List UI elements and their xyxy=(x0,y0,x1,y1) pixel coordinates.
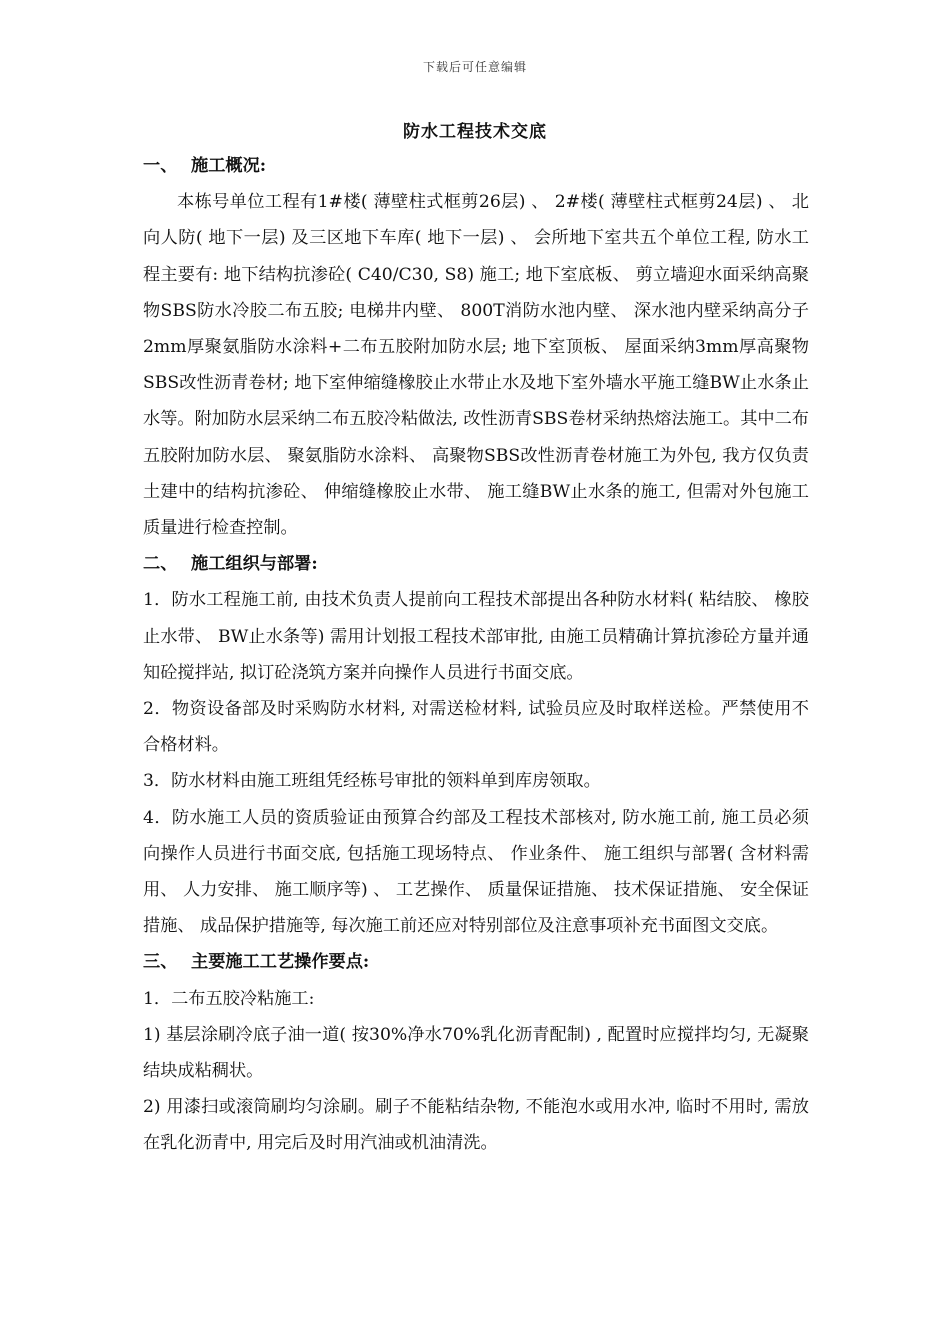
section-heading-organization xyxy=(143,546,809,582)
document-body xyxy=(143,148,809,1162)
header-note: 下载后可任意编辑 xyxy=(422,60,527,74)
section-heading-text: 主要施工工艺操作要点: xyxy=(191,952,370,973)
section-number: 二、 xyxy=(143,554,178,575)
paragraph: 1．二布五胶冷粘施工: xyxy=(143,988,315,1009)
section-heading-text: 施工组织与部署: xyxy=(191,554,318,575)
section-number: 三、 xyxy=(143,952,178,973)
paragraph: 本栋号单位工程有1#楼( 薄壁柱式框剪26层) 、 2#楼( 薄壁柱式框剪24层) 、 北向人防( 地下一层) 及三区地下车库( 地下一层) 、 会所地下室共五个单位工程, 防水工程主要有: 地下结构抗渗砼( C40/C30, S8) 施工; 地下室底板、 剪立墙迎水面采纳高聚物SBS防水冷胶二布五胶; 电梯井内壁、 800T消防水池内壁、 深水池内壁采纳高分子2mm厚聚氨脂防水涂料+二布五胶附加防水层; 地下室顶板、 屋面采纳3mm厚高聚物SBS改性沥青卷材; 地下室伸缩缝橡胶止水带止水及地下室外墙水平施工缝BW止水条止水等。附加防水层采纳二布五胶冷粘做法, 改性沥青SBS卷材采纳热熔法施工。其中二布五胶附加防水层、 聚氨脂防水涂料、 高聚物SBS改性沥青卷材施工为外包, 我方仅负责土建中的结构抗渗砼、 伸缩缝橡胶止水带、 施工缝BW止水条的施工, 但需对外包施工质量进行检查控制。 xyxy=(143,192,809,539)
paragraph: 2．物资设备部及时采购防水材料, 对需送检材料, 试验员应及时取样送检。严禁使用不合格材料。 xyxy=(143,699,809,756)
paragraph: 1) 基层涂刷冷底子油一道( 按30%净水70%乳化沥青配制) , 配置时应搅拌均匀, 无凝聚结块成粘稠状。 xyxy=(143,1024,809,1082)
document-title: 防水工程技术交底 xyxy=(403,122,547,142)
paragraph: 4．防水施工人员的资质验证由预算合约部及工程技术部核对, 防水施工前, 施工员必须向操作人员进行书面交底, 包括施工现场特点、 作业条件、 施工组织与部署( 含材料需用、 人力安排、 施工顺序等) 、 工艺操作、 质量保证措施、 技术保证措施、 安全保证措施、 成品保护措施等, 每次施工前还应对特别部位及注意事项补充书面图文交底。 xyxy=(143,807,809,937)
section-heading-overview xyxy=(143,148,809,184)
section-heading-process xyxy=(143,944,809,980)
paragraph: 3．防水材料由施工班组凭经栋号审批的领料单到库房领取。 xyxy=(143,771,601,792)
paragraph: 2) 用漆扫或滚筒刷均匀涂刷。刷子不能粘结杂物, 不能泡水或用水冲, 临时不用时, 需放在乳化沥青中, 用完后及时用汽油或机油清洗。 xyxy=(143,1097,809,1154)
section-number: 一、 xyxy=(143,156,178,176)
paragraph: 1．防水工程施工前, 由技术负责人提前向工程技术部提出各种防水材料( 粘结胶、 橡胶止水带、 BW止水条等) 需用计划报工程技术部审批, 由施工员精确计算抗渗砼方量并通知砼搅拌站, 拟订砼浇筑方案并向操作人员进行书面交底。 xyxy=(143,590,809,683)
section-heading-text: 施工概况: xyxy=(191,156,267,176)
